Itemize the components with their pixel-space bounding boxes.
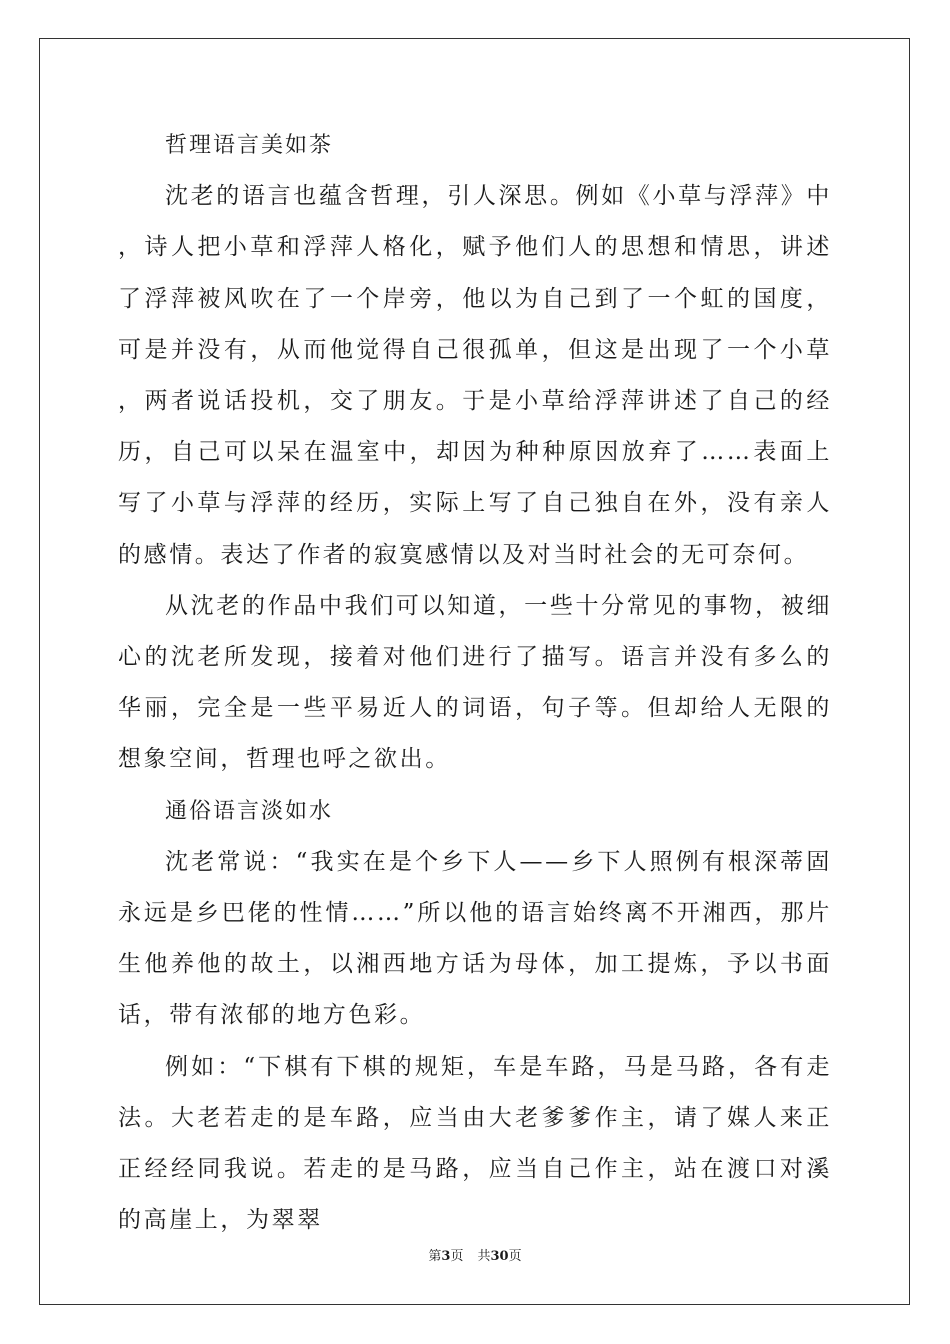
paragraph-philosophy-example: 沈老的语言也蕴含哲理，引人深思。例如《小草与浮萍》中，诗人把小草和浮萍人格化，赋予他们人的思想和情思，讲述了浮萍被风吹在了一个岸旁，他以为自己到了一个虹的国度，可是并没有，从而他觉得自己很孤单，但这是出现了一个小草，两者说话投机，交了朋友。于是小草给浮萍讲述了自己的经历，自己可以呆在温室中，却因为种种原因放弃了……表面上写了小草与浮萍的经历，实际上写了自己独自在外，没有亲人的感情。表达了作者的寂寞感情以及对当时社会的无可奈何。 — [118, 183, 832, 568]
document-body — [118, 120, 832, 1246]
footer-page-prefix: 第 — [428, 1249, 442, 1264]
section-heading-philosophy: 哲理语言美如茶 — [165, 133, 334, 158]
footer-total-prefix: 共 — [477, 1249, 491, 1264]
paragraph-plain-language-example: 例如：“下棋有下棋的规矩，车是车路，马是马路，各有走法。大老若走的是车路，应当由大老爹爹作主，请了媒人来正正经经同我说。若走的是马路，应当自己作主，站在渡口对溪的高崖上，为翠翠 — [118, 1053, 832, 1234]
footer-total-pages: 30 — [490, 1249, 509, 1264]
page-footer — [0, 1245, 950, 1264]
paragraph-philosophy-summary: 从沈老的作品中我们可以知道，一些十分常见的事物，被细心的沈老所发现，接着对他们进行了描写。语言并没有多么的华丽，完全是一些平易近人的词语，句子等。但却给人无限的想象空间，哲理也呼之欲出。 — [118, 592, 832, 773]
footer-current-page: 3 — [441, 1249, 451, 1264]
paragraph-plain-language: 沈老常说：“我实在是个乡下人——乡下人照例有根深蒂固永远是乡巴佬的性情……”所以他的语言始终离不开湘西，那片生他养他的故土，以湘西地方话为母体，加工提炼，予以书面话，带有浓郁的地方色彩。 — [118, 848, 832, 1029]
footer-page-suffix: 页 — [450, 1249, 464, 1264]
footer-total-suffix: 页 — [508, 1249, 522, 1264]
section-heading-plain-language: 通俗语言淡如水 — [165, 798, 334, 824]
